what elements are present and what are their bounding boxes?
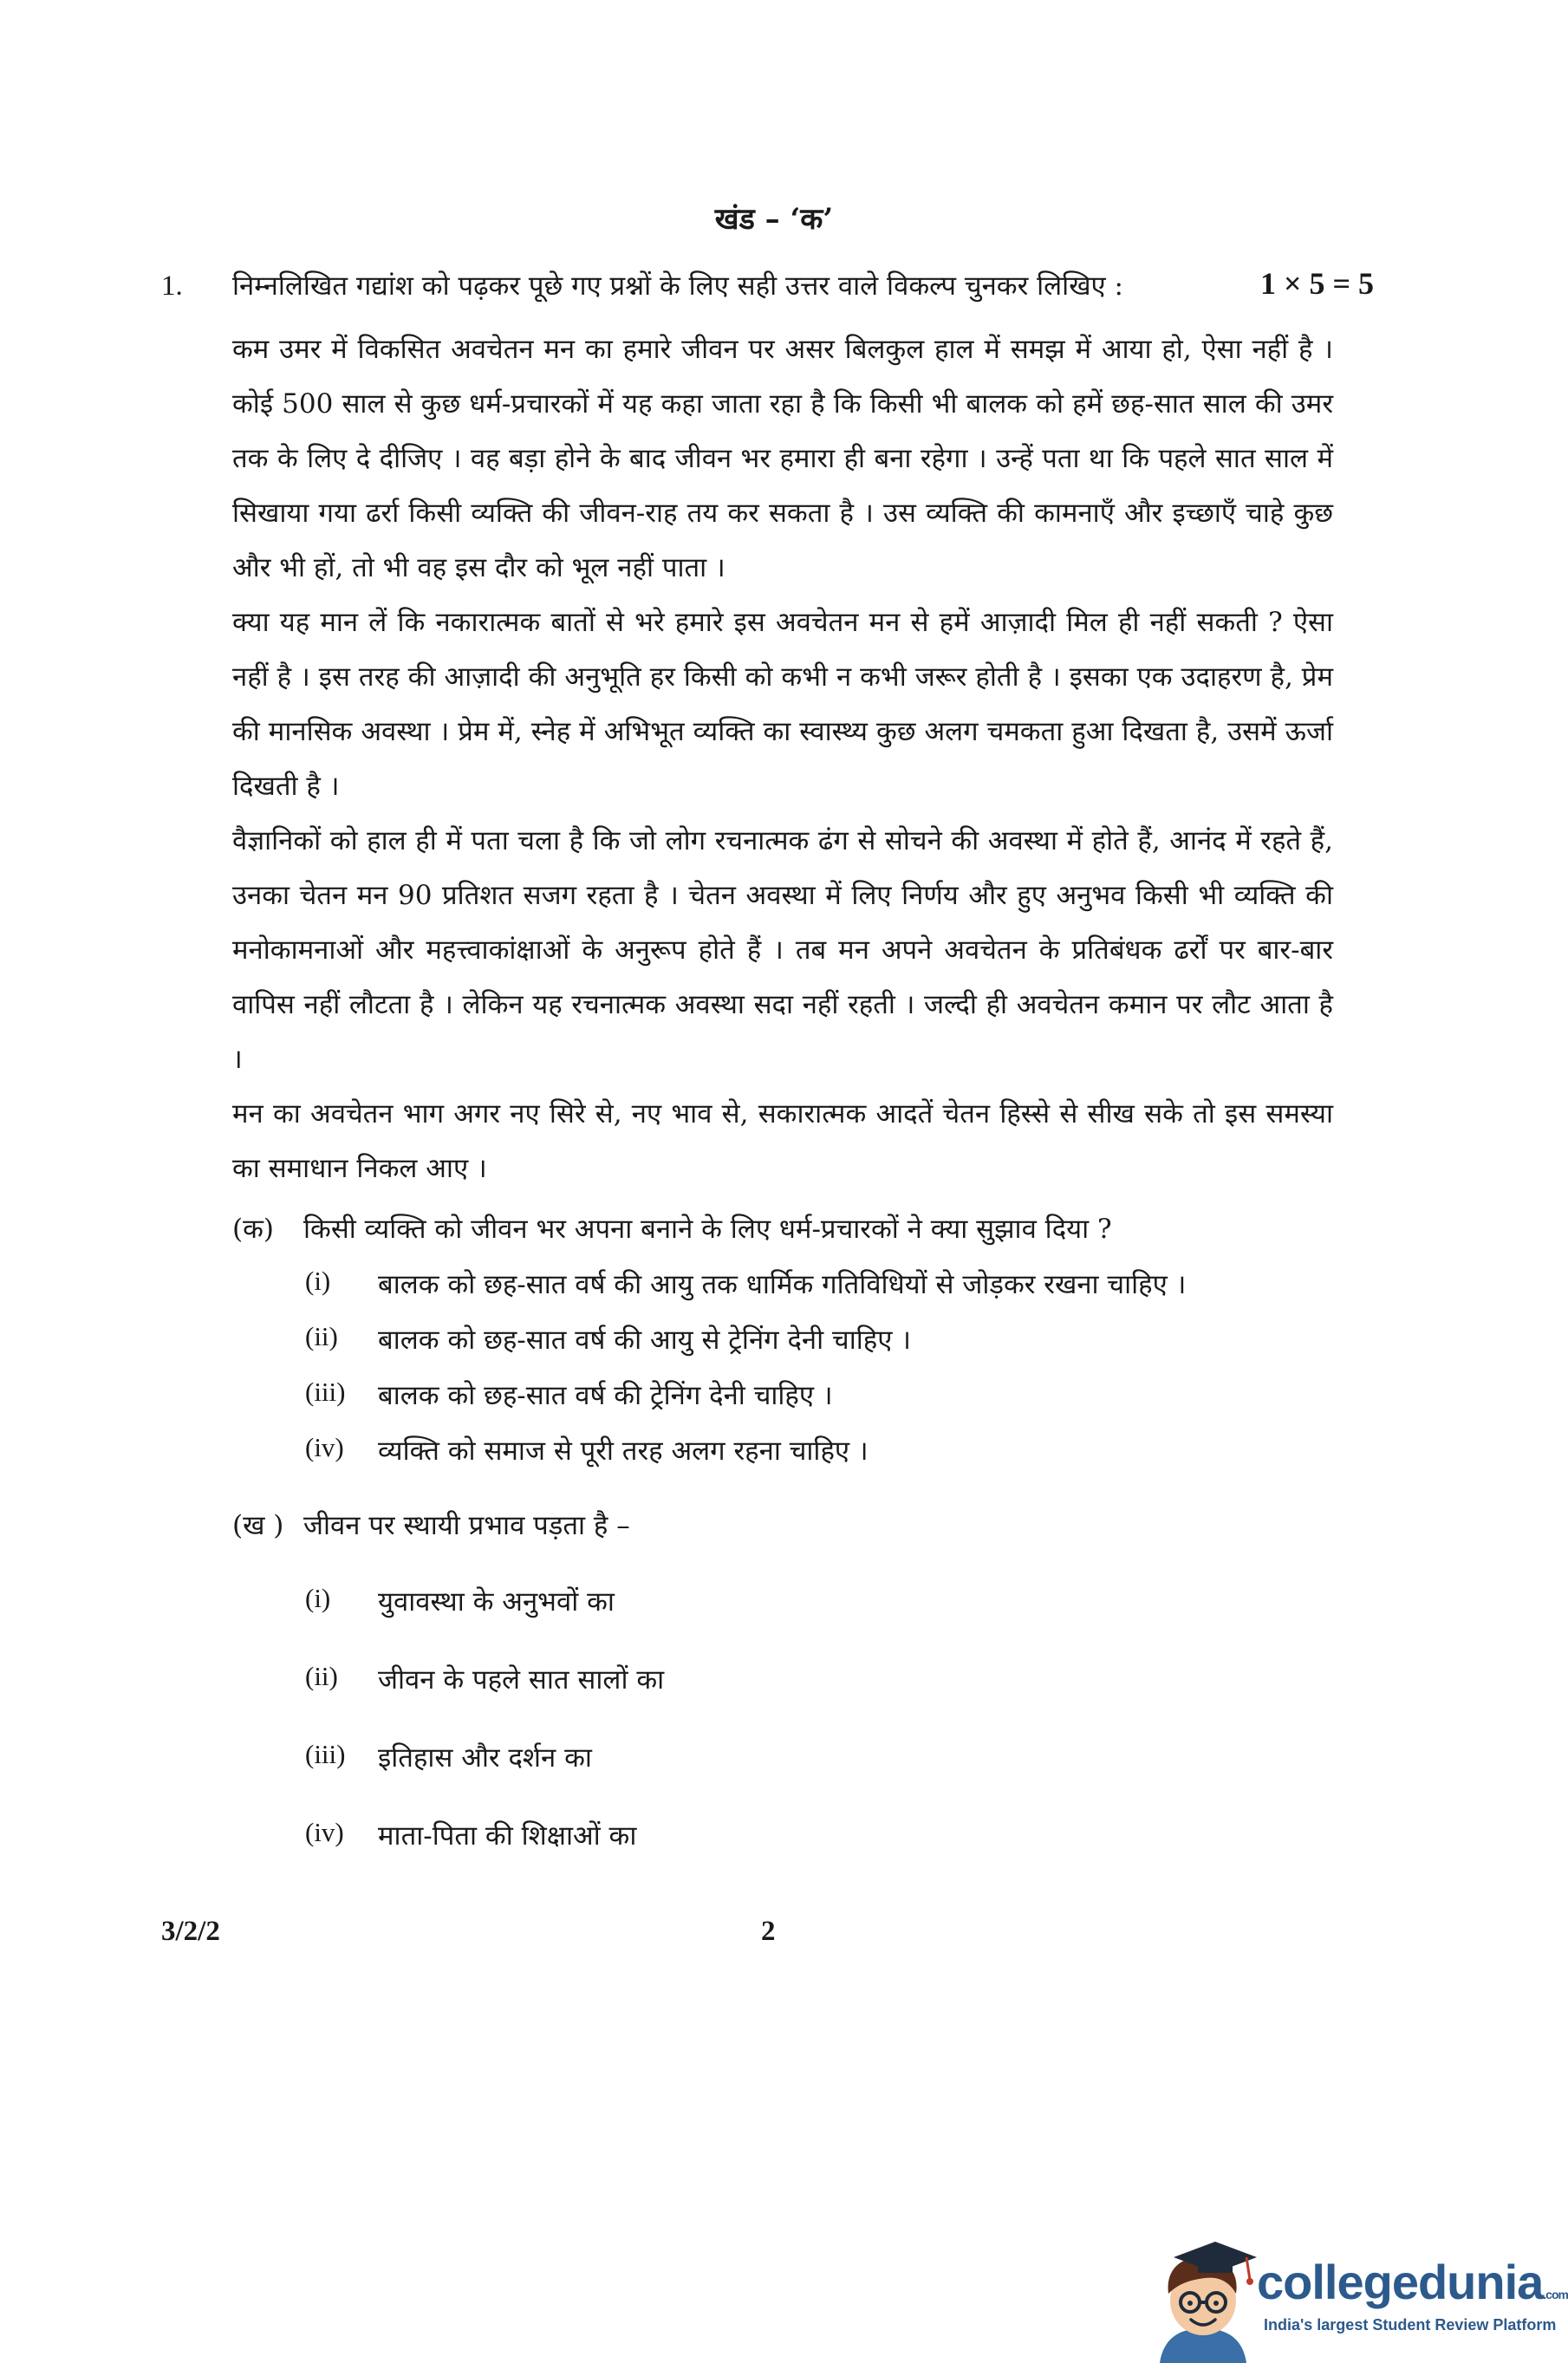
mascot-icon <box>1142 2236 1264 2363</box>
option-label: (ii) <box>305 1661 338 1691</box>
collegedunia-logo <box>1142 2236 1568 2363</box>
passage-paragraph: कम उमर में विकसित अवचेतन मन का हमारे जीवन पर असर बिलकुल हाल में समझ में आया हो, ऐसा नहीं है । कोई 500 साल से कुछ धर्म-प्रचारकों में यह कहा जाता रहा है कि किसी भी बालक को हमें छह-सात साल की उमर तक के लिए दे दीजिए । वह बड़ा होने के बाद जीवन भर हमारा ही बना रहेगा । उन्हें पता था कि पहले सात साल में सिखाया गया ढर्रा किसी व्यक्ति की जीवन-राह तय कर सकता है । उस व्यक्ति की कामनाएँ और इच्छाएँ चाहे कुछ और भी हों, तो भी वह इस दौर को भूल नहीं पाता । <box>232 334 1333 583</box>
logo-brand-text: collegedunia <box>1257 2255 1544 2309</box>
option-label: (iv) <box>305 1817 344 1847</box>
passage-paragraph: वैज्ञानिकों को हाल ही में पता चला है कि जो लोग रचनात्मक ढंग से सोचने की अवस्था में होते हैं, आनंद में रहते हैं, उनका चेतन मन 90 प्रतिशत सजग रहता है । चेतन अवस्था में लिए निर्णय और हुए अनुभव किसी भी व्यक्ति की मनोकामनाओं और महत्त्वाकांक्षाओं के अनुरूप होते हैं । तब मन अपने अवचेतन के प्रतिबंधक ढर्रों पर बार-बार वापिस नहीं लौटता है । लेकिन यह रचनात्मक अवस्था सदा नहीं रहती । जल्दी ही अवचेतन कमान पर लौट आता है । <box>232 825 1333 1075</box>
paper-code: 3/2/2 <box>161 1916 220 1947</box>
option-text: जीवन के पहले सात सालों का <box>378 1664 665 1696</box>
sub-question-label: (ख ) <box>232 1510 284 1541</box>
option-label: (iii) <box>305 1377 346 1407</box>
sub-question-text: किसी व्यक्ति को जीवन भर अपना बनाने के लिए धर्म-प्रचारकों ने क्या सुझाव दिया ? <box>303 1214 1112 1245</box>
option-text: बालक को छह-सात वर्ष की ट्रेनिंग देनी चाहिए । <box>378 1380 833 1411</box>
option-text: युवावस्था के अनुभवों का <box>378 1586 615 1618</box>
option-text: इतिहास और दर्शन का <box>378 1742 592 1774</box>
option-text: माता-पिता की शिक्षाओं का <box>378 1820 637 1852</box>
passage-paragraph: क्या यह मान लें कि नकारात्मक बातों से भरे हमारे इस अवचेतन मन से हमें आज़ादी मिल ही नहीं सकती ? ऐसा नहीं है । इस तरह की आज़ादी की अनुभूति हर किसी को कभी न कभी जरूर होती है । इसका एक उदाहरण है, प्रेम की मानसिक अवस्था । प्रेम में, स्नेह में अभिभूत व्यक्ति का स्वास्थ्य कुछ अलग चमकता हुआ दिखता है, उसमें ऊर्जा दिखती है । <box>232 607 1333 802</box>
logo-domain-suffix: .com <box>1543 2288 1568 2301</box>
sub-question-text: जीवन पर स्थायी प्रभाव पड़ता है – <box>303 1510 630 1541</box>
passage-paragraph: मन का अवचेतन भाग अगर नए सिरे से, नए भाव से, सकारात्मक आदतें चेतन हिस्से से सीख सके तो इस समस्या का समाधान निकल आए । <box>232 1098 1333 1184</box>
question-marks: 1 × 5 = 5 <box>1260 266 1375 301</box>
passage <box>232 322 1333 1196</box>
section-title: खंड – ‘क’ <box>714 202 834 237</box>
option-text: बालक को छह-सात वर्ष की आयु तक धार्मिक गतिविधियों से जोड़कर रखना चाहिए । <box>378 1269 1187 1300</box>
question-number: 1. <box>161 270 183 302</box>
option-text: बालक को छह-सात वर्ष की आयु से ट्रेनिंग देनी चाहिए । <box>378 1325 911 1356</box>
option-label: (ii) <box>305 1321 338 1351</box>
question-instruction: निम्नलिखित गद्यांश को पढ़कर पूछे गए प्रश्नों के लिए सही उत्तर वाले विकल्प चुनकर लिखिए : <box>232 270 1123 302</box>
option-label: (i) <box>305 1583 331 1613</box>
sub-question-label: (क) <box>232 1214 274 1245</box>
logo-tagline: India's largest Student Review Platform <box>1264 2316 1557 2334</box>
option-label: (iii) <box>305 1739 346 1769</box>
option-text: व्यक्ति को समाज से पूरी तरह अलग रहना चाहिए । <box>378 1435 869 1467</box>
option-label: (i) <box>305 1266 331 1296</box>
page-number: 2 <box>761 1916 776 1947</box>
option-label: (iv) <box>305 1432 344 1462</box>
